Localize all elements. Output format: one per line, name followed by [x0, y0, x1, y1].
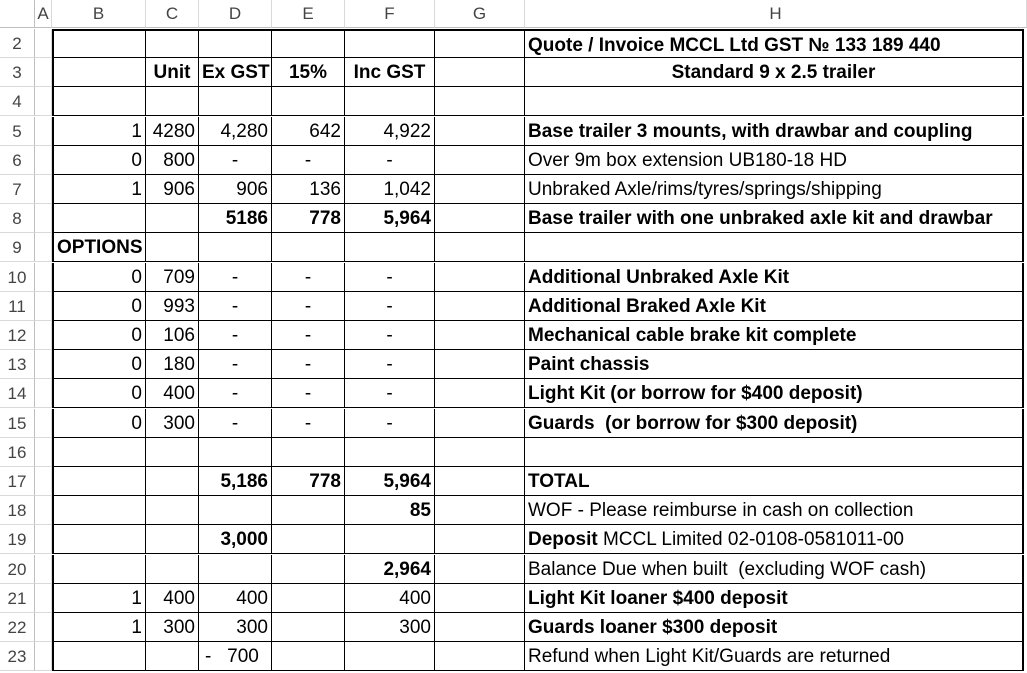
cell-h-text: Over 9m box extension UB180-18 HD: [528, 150, 847, 171]
row-header[interactable]: 16: [0, 438, 35, 467]
cell-h-text: Refund when Light Kit/Guards are returned: [528, 646, 891, 667]
cell-a[interactable]: [35, 117, 52, 146]
cell-a[interactable]: [35, 584, 52, 613]
cell-f[interactable]: [345, 642, 435, 671]
cell-h[interactable]: [525, 263, 1024, 292]
cell-c[interactable]: Unit: [146, 58, 199, 87]
cell-c[interactable]: [146, 438, 199, 467]
cell-d[interactable]: Ex GST: [199, 58, 272, 87]
row-header[interactable]: 17: [0, 467, 35, 496]
cell-h[interactable]: [525, 584, 1024, 613]
cell-h[interactable]: [525, 438, 1024, 467]
cell-e[interactable]: -: [272, 379, 345, 408]
cell-g[interactable]: [435, 263, 525, 292]
cell-f[interactable]: 400: [345, 584, 435, 613]
cell-h-bold-text: Base trailer with one unbraked axle kit and drawbar: [528, 208, 993, 229]
row-header[interactable]: 6: [0, 146, 35, 175]
cell-b[interactable]: OPTIONS: [52, 233, 146, 262]
cell-d[interactable]: -: [199, 146, 272, 175]
cell-e[interactable]: [272, 438, 345, 467]
row-header[interactable]: 23: [0, 642, 35, 671]
cell-a[interactable]: [35, 350, 52, 379]
cell-e[interactable]: [272, 233, 345, 262]
cell-f[interactable]: -: [345, 321, 435, 350]
cell-h-bold-text: Base trailer 3 mounts, with drawbar and coupling: [528, 121, 973, 142]
cell-h[interactable]: [525, 321, 1024, 350]
column-header-h[interactable]: H: [525, 0, 1027, 28]
cell-c[interactable]: 400: [146, 379, 199, 408]
cell-b[interactable]: 0: [52, 292, 146, 321]
row-header[interactable]: 13: [0, 350, 35, 379]
cell-h[interactable]: [525, 496, 1024, 525]
cell-b[interactable]: [52, 87, 146, 116]
cell-h[interactable]: [525, 117, 1024, 146]
cell-c[interactable]: [146, 204, 199, 233]
cell-h[interactable]: [525, 87, 1024, 116]
cell-h[interactable]: [525, 555, 1024, 584]
cell-a[interactable]: [35, 87, 52, 116]
cell-c[interactable]: [146, 233, 199, 262]
cell-f[interactable]: -: [345, 350, 435, 379]
cell-h[interactable]: [525, 409, 1024, 438]
cell-a[interactable]: [35, 321, 52, 350]
cell-g[interactable]: [435, 438, 525, 467]
cell-h[interactable]: [525, 58, 1024, 87]
cell-h-bold-text: Deposit: [528, 529, 598, 550]
row-header[interactable]: 22: [0, 613, 35, 642]
cell-g[interactable]: [435, 29, 525, 58]
cell-h-text: WOF - Please reimburse in cash on collection: [528, 500, 914, 521]
cell-h[interactable]: [525, 233, 1024, 262]
row-header[interactable]: 15: [0, 409, 35, 438]
cell-c[interactable]: [146, 525, 199, 554]
column-header-e[interactable]: E: [272, 0, 345, 28]
cell-d[interactable]: - 700: [199, 642, 272, 671]
cell-e[interactable]: 778: [272, 204, 345, 233]
cell-f[interactable]: -: [345, 146, 435, 175]
cell-d[interactable]: 906: [199, 175, 272, 204]
cell-f[interactable]: 5,964: [345, 204, 435, 233]
cell-e[interactable]: 778: [272, 467, 345, 496]
cell-e[interactable]: -: [272, 263, 345, 292]
column-header-d[interactable]: D: [199, 0, 272, 28]
select-all-corner[interactable]: [0, 0, 35, 28]
cell-c[interactable]: [146, 87, 199, 116]
cell-g[interactable]: [435, 292, 525, 321]
cell-h-bold-text: Guards (or borrow for $300 deposit): [528, 413, 858, 434]
cell-a[interactable]: [35, 146, 52, 175]
cell-f[interactable]: [345, 233, 435, 262]
cell-e[interactable]: 15%: [272, 58, 345, 87]
column-header-b[interactable]: B: [52, 0, 146, 28]
cell-d[interactable]: -: [199, 409, 272, 438]
row-header[interactable]: 21: [0, 584, 35, 613]
cell-a[interactable]: [35, 175, 52, 204]
cell-a[interactable]: [35, 613, 52, 642]
cell-c[interactable]: 800: [146, 146, 199, 175]
cell-c[interactable]: [146, 642, 199, 671]
cell-f[interactable]: 85: [345, 496, 435, 525]
cell-g[interactable]: [435, 204, 525, 233]
cell-f[interactable]: -: [345, 409, 435, 438]
cell-b[interactable]: 1: [52, 175, 146, 204]
cell-f[interactable]: 4,922: [345, 117, 435, 146]
cell-e[interactable]: [272, 525, 345, 554]
cell-d[interactable]: -: [199, 379, 272, 408]
cell-b[interactable]: 0: [52, 409, 146, 438]
cell-g[interactable]: [435, 467, 525, 496]
cell-h-bold-text: Mechanical cable brake kit complete: [528, 325, 857, 346]
cell-d[interactable]: [199, 29, 272, 58]
cell-f[interactable]: 2,964: [345, 555, 435, 584]
cell-b[interactable]: [52, 29, 146, 58]
cell-g[interactable]: [435, 409, 525, 438]
cell-e[interactable]: -: [272, 350, 345, 379]
cell-d[interactable]: 400: [199, 584, 272, 613]
cell-g[interactable]: [435, 642, 525, 671]
cell-c[interactable]: 709: [146, 263, 199, 292]
cell-e[interactable]: 136: [272, 175, 345, 204]
cell-d[interactable]: 4,280: [199, 117, 272, 146]
cell-e[interactable]: [272, 496, 345, 525]
cell-c[interactable]: 300: [146, 409, 199, 438]
cell-e[interactable]: -: [272, 409, 345, 438]
cell-a[interactable]: [35, 496, 52, 525]
cell-b[interactable]: 0: [52, 321, 146, 350]
cell-d[interactable]: 5,186: [199, 467, 272, 496]
cell-a[interactable]: [35, 379, 52, 408]
row-header[interactable]: 5: [0, 117, 35, 146]
cell-e[interactable]: [272, 584, 345, 613]
cell-h-bold-text: Guards loaner $300 deposit: [528, 617, 778, 638]
cell-d[interactable]: [199, 233, 272, 262]
cell-b[interactable]: 0: [52, 350, 146, 379]
cell-a[interactable]: [35, 292, 52, 321]
cell-f[interactable]: [345, 438, 435, 467]
cell-g[interactable]: [435, 321, 525, 350]
cell-e[interactable]: 642: [272, 117, 345, 146]
cell-h[interactable]: [525, 350, 1024, 379]
row-header[interactable]: 12: [0, 321, 35, 350]
cell-e[interactable]: [272, 87, 345, 116]
cell-c[interactable]: 400: [146, 584, 199, 613]
cell-f[interactable]: [345, 87, 435, 116]
cell-b[interactable]: [52, 642, 146, 671]
cell-e[interactable]: -: [272, 292, 345, 321]
cell-d[interactable]: 300: [199, 613, 272, 642]
cell-c[interactable]: [146, 29, 199, 58]
cell-g[interactable]: [435, 146, 525, 175]
cell-c[interactable]: 906: [146, 175, 199, 204]
cell-g[interactable]: [435, 584, 525, 613]
cell-a[interactable]: [35, 263, 52, 292]
cell-c[interactable]: [146, 467, 199, 496]
cell-h-bold-text: Additional Braked Axle Kit: [528, 296, 766, 317]
cell-f[interactable]: Inc GST: [345, 58, 435, 87]
cell-e[interactable]: [272, 613, 345, 642]
cell-g[interactable]: [435, 58, 525, 87]
cell-b[interactable]: 1: [52, 117, 146, 146]
cell-h-bold-text: Paint chassis: [528, 354, 650, 375]
cell-h-bold-text: Quote / Invoice MCCL Ltd GST № 133 189 440: [528, 35, 941, 56]
cell-d[interactable]: -: [199, 321, 272, 350]
cell-a[interactable]: [35, 29, 52, 58]
cell-h-text: Unbraked Axle/rims/tyres/springs/shipping: [528, 179, 882, 200]
cell-h[interactable]: [525, 379, 1024, 408]
cell-b[interactable]: [52, 496, 146, 525]
cell-h[interactable]: [525, 525, 1024, 554]
cell-a[interactable]: [35, 58, 52, 87]
column-header-f[interactable]: F: [345, 0, 435, 28]
row-header[interactable]: 4: [0, 87, 35, 116]
cell-f[interactable]: [345, 29, 435, 58]
cell-g[interactable]: [435, 555, 525, 584]
cell-g[interactable]: [435, 350, 525, 379]
cell-g[interactable]: [435, 87, 525, 116]
column-header-g[interactable]: G: [435, 0, 525, 28]
cell-c[interactable]: 106: [146, 321, 199, 350]
cell-h[interactable]: [525, 613, 1024, 642]
cell-d[interactable]: [199, 438, 272, 467]
cell-g[interactable]: [435, 233, 525, 262]
cell-f[interactable]: -: [345, 263, 435, 292]
cell-d[interactable]: -: [199, 350, 272, 379]
cell-h[interactable]: [525, 146, 1024, 175]
cell-d[interactable]: [199, 496, 272, 525]
cell-d[interactable]: [199, 555, 272, 584]
row-header[interactable]: 18: [0, 496, 35, 525]
cell-b[interactable]: [52, 58, 146, 87]
cell-g[interactable]: [435, 175, 525, 204]
cell-h[interactable]: [525, 29, 1024, 58]
cell-e[interactable]: -: [272, 146, 345, 175]
cell-b[interactable]: [52, 467, 146, 496]
cell-f[interactable]: -: [345, 379, 435, 408]
cell-a[interactable]: [35, 409, 52, 438]
cell-c[interactable]: 300: [146, 613, 199, 642]
cell-d[interactable]: [199, 87, 272, 116]
column-header-c[interactable]: C: [146, 0, 199, 28]
cell-a[interactable]: [35, 555, 52, 584]
cell-f[interactable]: 5,964: [345, 467, 435, 496]
cell-h[interactable]: [525, 467, 1024, 496]
cell-b[interactable]: 0: [52, 146, 146, 175]
cell-h-text: MCCL Limited 02-0108-0581011-00: [597, 529, 904, 550]
cell-e[interactable]: [272, 29, 345, 58]
cell-b[interactable]: [52, 204, 146, 233]
cell-e[interactable]: [272, 642, 345, 671]
row-header[interactable]: 20: [0, 555, 35, 584]
row-header[interactable]: 19: [0, 525, 35, 554]
cell-b[interactable]: [52, 525, 146, 554]
cell-c[interactable]: [146, 555, 199, 584]
cell-d[interactable]: 5186: [199, 204, 272, 233]
cell-b[interactable]: 0: [52, 263, 146, 292]
cell-g[interactable]: [435, 496, 525, 525]
row-header[interactable]: 10: [0, 263, 35, 292]
cell-a[interactable]: [35, 525, 52, 554]
row-header[interactable]: 9: [0, 233, 35, 262]
cell-g[interactable]: [435, 117, 525, 146]
cell-b[interactable]: 1: [52, 613, 146, 642]
cell-h[interactable]: [525, 204, 1024, 233]
cell-e[interactable]: [272, 555, 345, 584]
cell-b[interactable]: [52, 438, 146, 467]
cell-f[interactable]: 1,042: [345, 175, 435, 204]
cell-c[interactable]: [146, 496, 199, 525]
cell-a[interactable]: [35, 438, 52, 467]
row-header[interactable]: 14: [0, 379, 35, 408]
cell-b[interactable]: 1: [52, 584, 146, 613]
cell-c[interactable]: 4280: [146, 117, 199, 146]
cell-g[interactable]: [435, 379, 525, 408]
cell-b[interactable]: [52, 555, 146, 584]
cell-e[interactable]: -: [272, 321, 345, 350]
cell-c[interactable]: 180: [146, 350, 199, 379]
cell-g[interactable]: [435, 613, 525, 642]
cell-d[interactable]: -: [199, 292, 272, 321]
cell-h-bold-text: Light Kit (or borrow for $400 deposit): [528, 383, 863, 404]
cell-f[interactable]: 300: [345, 613, 435, 642]
cell-h[interactable]: [525, 642, 1024, 671]
cell-a[interactable]: [35, 467, 52, 496]
row-header[interactable]: 2: [0, 29, 35, 58]
cell-h-bold-text: Standard 9 x 2.5 trailer: [671, 62, 876, 83]
cell-h-text: Balance Due when built (excluding WOF cash): [528, 559, 927, 580]
cell-d[interactable]: -: [199, 263, 272, 292]
cell-h-bold-text: Light Kit loaner $400 deposit: [528, 588, 788, 609]
row-header[interactable]: 8: [0, 204, 35, 233]
cell-h[interactable]: [525, 292, 1024, 321]
row-header[interactable]: 7: [0, 175, 35, 204]
cell-a[interactable]: [35, 233, 52, 262]
cell-b[interactable]: 0: [52, 379, 146, 408]
cell-f[interactable]: -: [345, 292, 435, 321]
cell-a[interactable]: [35, 204, 52, 233]
cell-f[interactable]: [345, 525, 435, 554]
cell-a[interactable]: [35, 642, 52, 671]
cell-c[interactable]: 993: [146, 292, 199, 321]
cell-g[interactable]: [435, 525, 525, 554]
row-header[interactable]: 3: [0, 58, 35, 87]
column-header-a[interactable]: A: [35, 0, 52, 28]
cell-h[interactable]: [525, 175, 1024, 204]
cell-h-bold-text: TOTAL: [528, 471, 590, 492]
cell-h-bold-text: Additional Unbraked Axle Kit: [528, 267, 790, 288]
cell-d[interactable]: 3,000: [199, 525, 272, 554]
row-header[interactable]: 11: [0, 292, 35, 321]
